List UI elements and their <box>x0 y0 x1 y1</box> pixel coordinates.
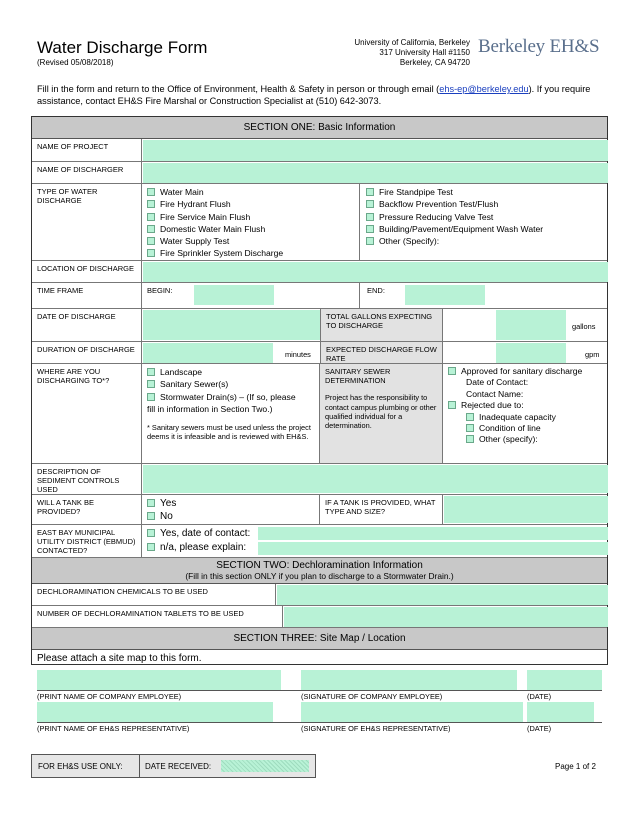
row-discharger <box>32 162 607 184</box>
option-label: Domestic Water Main Flush <box>160 223 266 234</box>
type-option[interactable] <box>147 235 354 247</box>
type-option[interactable] <box>147 247 354 259</box>
time-frame-label: TIME FRAME <box>32 283 142 308</box>
type-option[interactable] <box>366 186 543 198</box>
company-date-label: (DATE) <box>527 692 552 701</box>
project-label: NAME OF PROJECT <box>32 139 142 161</box>
tank-type-label: IF A TANK IS PROVIDED, WHAT TYPE AND SIZE? <box>320 495 443 524</box>
checkbox-icon[interactable] <box>147 512 155 520</box>
checkbox-icon[interactable] <box>147 237 155 245</box>
chemicals-label: DECHLORAMINATION CHEMICALS TO BE USED <box>32 584 276 605</box>
row-where <box>32 364 607 464</box>
section-two-header <box>32 558 607 584</box>
site-map-instruction: Please attach a site map to this form. <box>37 653 202 664</box>
row-chemicals <box>32 584 607 606</box>
checkbox-icon[interactable] <box>466 413 474 421</box>
checkbox-icon[interactable] <box>366 200 374 208</box>
tank-options <box>142 495 320 524</box>
type-option[interactable] <box>366 223 543 235</box>
page-number: Page 1 of 2 <box>555 762 596 771</box>
address-line-1: University of California, Berkeley <box>354 38 470 47</box>
type-option[interactable] <box>147 223 354 235</box>
ehs-use-box <box>31 754 316 778</box>
checkbox-icon[interactable] <box>147 543 155 551</box>
discharge-type-right <box>361 184 548 249</box>
checkbox-icon[interactable] <box>466 424 474 432</box>
duration-label: DURATION OF DISCHARGE <box>32 342 142 363</box>
section-two-subtitle: (Fill in this section ONLY if you plan to discharge to a Stormwater Drain.) <box>185 571 454 581</box>
checkbox-icon[interactable] <box>466 435 474 443</box>
tank-no-option[interactable] <box>147 510 314 523</box>
gpm-unit: gpm <box>585 350 600 359</box>
row-sediment <box>32 464 607 495</box>
option-label: Inadequate capacity <box>479 411 556 422</box>
email-link[interactable]: ehs-ep@berkeley.edu <box>439 84 529 94</box>
date-received-input[interactable] <box>221 760 309 772</box>
option-label: Water Supply Test <box>160 236 230 247</box>
berkeley-ehs-logo: Berkeley EH&S <box>478 36 600 57</box>
checkbox-icon[interactable] <box>147 529 155 537</box>
option-label: Rejected due to: <box>461 400 524 411</box>
location-label: LOCATION OF DISCHARGE <box>32 261 142 282</box>
discharge-type-label: TYPE OF WATER DISCHARGE <box>32 184 142 260</box>
ehs-date-input[interactable] <box>527 702 594 722</box>
date-contact-label: Date of Contact: <box>466 377 529 388</box>
ehs-use-label: FOR EH&S USE ONLY: <box>32 755 140 777</box>
flow-rate-label: EXPECTED DISCHARGE FLOW RATE <box>320 342 443 363</box>
ehs-name-label: (PRINT NAME OF EH&S REPRESENTATIVE) <box>37 724 190 733</box>
where-options <box>142 364 320 463</box>
option-label: Fire Hydrant Flush <box>160 199 231 210</box>
ehs-name-input[interactable] <box>37 702 273 722</box>
ebmud-label: EAST BAY MUNICIPAL UTILITY DISTRICT (EBMUD) CONTACTED? <box>32 525 142 557</box>
where-option[interactable] <box>147 378 314 390</box>
signature-line <box>37 722 602 723</box>
row-project <box>32 139 607 162</box>
option-label: Pressure Reducing Valve Test <box>379 211 494 222</box>
row-tank <box>32 495 607 525</box>
flow-rate-input[interactable] <box>496 343 566 363</box>
checkbox-icon[interactable] <box>448 401 456 409</box>
tank-yes-option[interactable] <box>147 497 314 510</box>
checkbox-icon[interactable] <box>366 188 374 196</box>
checkbox-icon[interactable] <box>147 368 155 376</box>
row-discharge-type <box>32 184 607 261</box>
date-received-label: DATE RECEIVED: <box>145 762 212 771</box>
project-input[interactable] <box>143 140 608 161</box>
type-option[interactable] <box>366 198 543 210</box>
ebmud-date-input[interactable] <box>258 527 608 540</box>
discharge-type-left <box>142 184 360 260</box>
discharge-form <box>31 116 608 665</box>
checkbox-icon[interactable] <box>366 237 374 245</box>
option-label: n/a, please explain: <box>160 542 247 553</box>
sanitary-determination <box>320 364 443 463</box>
tank-type-input[interactable] <box>444 496 608 523</box>
sediment-label: DESCRIPTION OF SEDIMENT CONTROLS USED <box>32 464 142 494</box>
address-line-2: 317 University Hall #1150 <box>379 48 470 57</box>
row-location <box>32 261 607 283</box>
begin-input[interactable] <box>194 285 274 305</box>
sanitary-title: SANITARY SEWER DETERMINATION <box>325 367 391 386</box>
total-gallons-label: TOTAL GALLONS EXPECTING TO DISCHARGE <box>320 309 443 341</box>
type-option[interactable] <box>147 186 354 198</box>
where-label: WHERE ARE YOU DISCHARGING TO*? <box>32 364 142 463</box>
rejected-option[interactable] <box>448 400 582 411</box>
tablets-input[interactable] <box>284 607 608 627</box>
signature-line <box>37 690 602 691</box>
type-option[interactable] <box>147 211 354 223</box>
ehs-signature-label: (SIGNATURE OF EH&S REPRESENTATIVE) <box>301 724 451 733</box>
company-date-input[interactable] <box>527 670 602 690</box>
intro-text <box>37 83 607 107</box>
reject-option[interactable] <box>448 412 582 423</box>
checkbox-icon[interactable] <box>147 188 155 196</box>
checkbox-icon[interactable] <box>147 200 155 208</box>
section-three-header: SECTION THREE: Site Map / Location <box>32 628 607 650</box>
type-option[interactable] <box>366 235 543 247</box>
option-label: Sanitary Sewer(s) <box>160 379 229 390</box>
option-label: Fire Standpipe Test <box>379 187 453 197</box>
end-label: END: <box>367 286 385 295</box>
option-label: Approved for sanitary discharge <box>461 366 583 376</box>
section-two-title: SECTION TWO: Dechloramination Information <box>216 560 423 571</box>
checkbox-icon[interactable] <box>147 380 155 388</box>
tank-label: WILL A TANK BE PROVIDED? <box>32 495 142 524</box>
checkbox-icon[interactable] <box>147 213 155 221</box>
sanitary-note: * Sanitary sewers must be used unless the project deems it is infeasible and is reviewed with EH&S. <box>147 423 311 442</box>
row-duration <box>32 342 607 364</box>
checkbox-icon[interactable] <box>448 367 456 375</box>
discharger-label: NAME OF DISCHARGER <box>32 162 142 183</box>
type-option[interactable] <box>366 211 543 223</box>
minutes-unit: minutes <box>285 350 311 359</box>
option-label: Landscape <box>160 367 203 377</box>
section-one-header: SECTION ONE: Basic Information <box>32 117 607 139</box>
option-label: Backflow Prevention Test/Flush <box>379 199 499 210</box>
sanitary-text: Project has the responsibility to contact campus plumbing or other qualified individual for a determination. <box>325 393 437 431</box>
company-name-label: (PRINT NAME OF COMPANY EMPLOYEE) <box>37 692 182 701</box>
address-block <box>300 38 470 68</box>
sanitary-result <box>448 366 582 446</box>
checkbox-icon[interactable] <box>147 249 155 257</box>
ehs-signature-input[interactable] <box>301 702 523 722</box>
where-option[interactable] <box>147 366 314 378</box>
option-label: Fire Service Main Flush <box>160 211 251 222</box>
date-discharge-input[interactable] <box>143 310 320 340</box>
company-name-input[interactable] <box>37 670 281 690</box>
date-discharge-label: DATE OF DISCHARGE <box>32 309 142 341</box>
checkbox-icon[interactable] <box>147 393 155 401</box>
option-label: Yes <box>160 498 177 509</box>
row-time-frame <box>32 283 607 309</box>
checkbox-icon[interactable] <box>366 225 374 233</box>
sediment-input[interactable] <box>143 465 608 493</box>
reject-option[interactable] <box>448 423 582 434</box>
option-label: Stormwater Drain(s) – (If so, please <box>160 391 296 402</box>
option-label: Water Main <box>160 187 204 197</box>
address-line-3: Berkeley, CA 94720 <box>399 58 470 67</box>
row-date-discharge <box>32 309 607 342</box>
end-input[interactable] <box>405 285 485 305</box>
option-label: No <box>160 511 173 522</box>
row-tablets <box>32 606 607 628</box>
ebmud-explain-input[interactable] <box>258 542 608 555</box>
company-signature-input[interactable] <box>301 670 517 690</box>
gallons-unit: gallons <box>572 322 596 331</box>
company-signature-label: (SIGNATURE OF COMPANY EMPLOYEE) <box>301 692 443 701</box>
option-label: Condition of line <box>479 423 541 434</box>
option-label: Yes, date of contact: <box>160 528 251 539</box>
option-label: Other (specify): <box>479 434 538 445</box>
form-title: Water Discharge Form <box>37 38 208 57</box>
approved-option[interactable] <box>448 366 582 377</box>
discharger-input[interactable] <box>143 163 608 183</box>
ebmud-yes-option[interactable] <box>147 527 250 541</box>
intro-part-1: Fill in the form and return to the Office of Environment, Health & Safety in person or through email ( <box>37 84 440 94</box>
reject-option[interactable] <box>448 434 582 445</box>
where-option[interactable] <box>147 391 314 403</box>
tablets-label: NUMBER OF DECHLORAMINATION TABLETS TO BE USED <box>32 606 283 627</box>
chemicals-input[interactable] <box>277 585 608 605</box>
total-gallons-input[interactable] <box>496 310 566 340</box>
option-label: Fire Sprinkler System Discharge <box>160 248 284 259</box>
checkbox-icon[interactable] <box>366 213 374 221</box>
ebmud-options <box>142 526 255 556</box>
where-continuation: fill in information in Section Two.) <box>147 403 273 414</box>
row-ebmud <box>32 525 607 558</box>
type-option[interactable] <box>147 198 354 210</box>
option-label: Building/Pavement/Equipment Wash Water <box>379 223 544 234</box>
ehs-date-label: (DATE) <box>527 724 552 733</box>
checkbox-icon[interactable] <box>147 499 155 507</box>
checkbox-icon[interactable] <box>147 225 155 233</box>
duration-input[interactable] <box>143 343 273 363</box>
begin-label: BEGIN: <box>147 286 173 295</box>
ebmud-na-option[interactable] <box>147 541 250 555</box>
location-input[interactable] <box>143 262 608 282</box>
option-label: Other (Specify): <box>379 236 440 247</box>
intro-part-2: ). If you require assistance, contact EH&S Fire Marshal or Construction Specialist at (510) 642-3073. <box>37 84 591 106</box>
contact-name-label: Contact Name: <box>466 388 524 399</box>
revised-date: (Revised 05/08/2018) <box>37 58 114 67</box>
